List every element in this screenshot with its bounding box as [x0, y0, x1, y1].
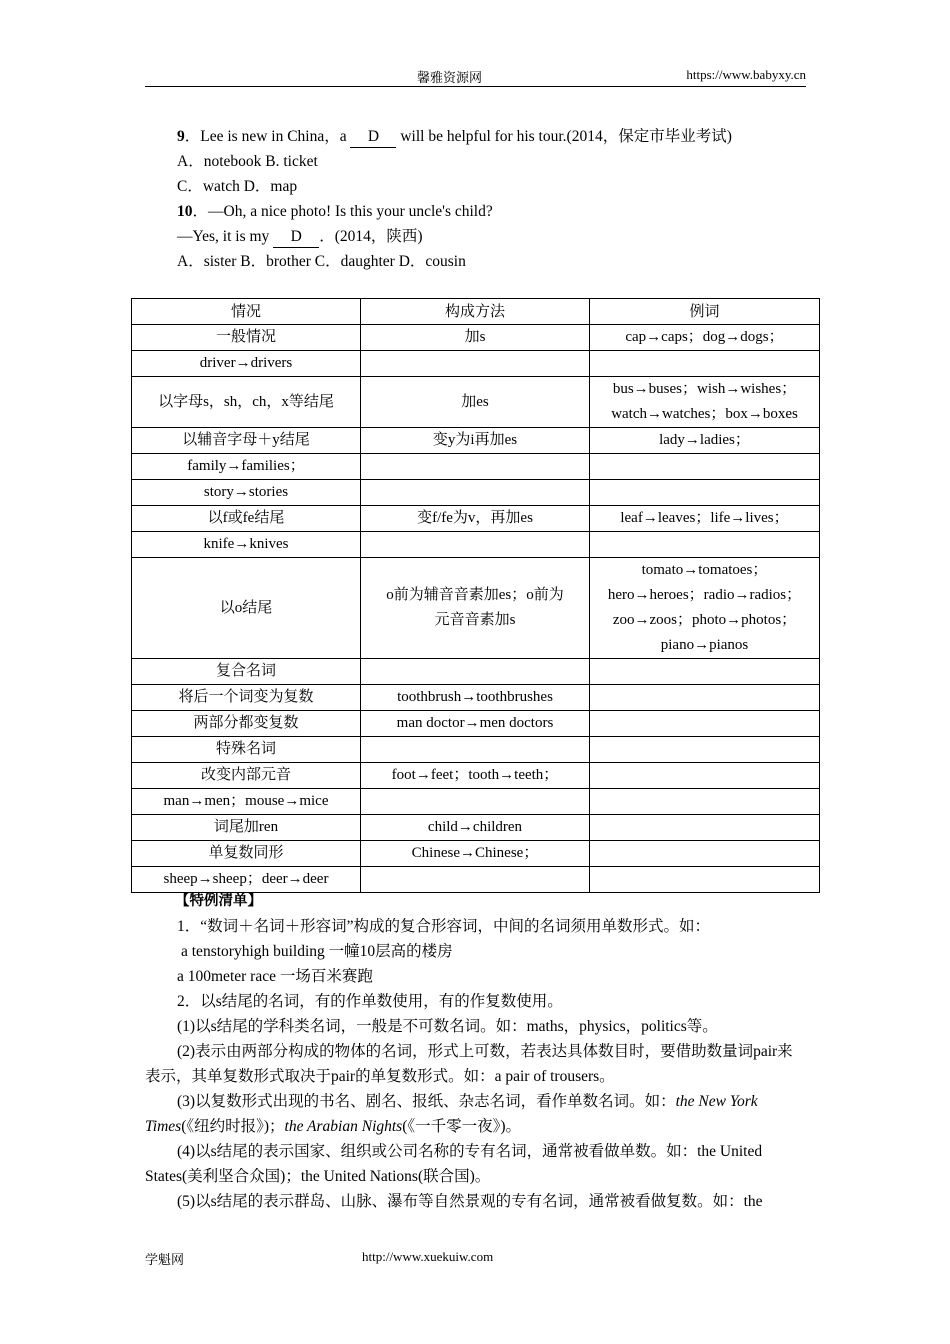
- table-cell: 以f或fe结尾: [132, 506, 361, 532]
- table-cell: 以o结尾: [132, 558, 361, 659]
- table-row: [132, 454, 820, 480]
- table-cell: [590, 659, 820, 685]
- table-cell: 将后一个词变为复数: [132, 685, 361, 711]
- table-cell: [361, 351, 590, 377]
- table-cell: toothbrush→toothbrushes: [361, 685, 590, 711]
- note-example: a 100meter race 一场百米赛跑: [177, 968, 373, 985]
- table-cell: 加es: [361, 377, 590, 428]
- table-cell: driver→drivers: [132, 351, 361, 377]
- table-cell: [361, 659, 590, 685]
- table-row: [132, 506, 820, 532]
- table-cell: 变y为i再加es: [361, 428, 590, 454]
- table-cell: child→children: [361, 815, 590, 841]
- table-cell: bus→buses；wish→wishes； watch→watches；box→boxes: [590, 377, 820, 428]
- table-row: [132, 325, 820, 351]
- table-cell: family→families；: [132, 454, 361, 480]
- table-header-row: [132, 299, 820, 325]
- table-cell: man doctor→men doctors: [361, 711, 590, 737]
- question-text: ．Lee is new in China，a: [184, 128, 351, 145]
- table-cell: sheep→sheep；deer→deer: [132, 867, 361, 893]
- note-title-italic: the New York Times: [145, 1093, 758, 1135]
- table-row: [132, 532, 820, 558]
- header-site-name: 馨雅资源网: [417, 70, 483, 85]
- table-cell: story→stories: [132, 480, 361, 506]
- table-cell: [590, 789, 820, 815]
- question-number: 10: [177, 203, 193, 220]
- note-text: (《一千零一夜》)。: [402, 1118, 522, 1135]
- note-subitem: (1)以s结尾的学科类名词，一般是不可数名词。如：maths，physics，politics等。: [177, 1018, 718, 1035]
- table-row: [132, 480, 820, 506]
- table-cell: cap→caps；dog→dogs；: [590, 325, 820, 351]
- question-text: —Yes, it is my: [177, 228, 274, 245]
- note-example: a tenstoryhigh building 一幢10层高的楼房: [181, 943, 453, 960]
- header-url[interactable]: https://www.babyxy.cn: [686, 67, 806, 82]
- question-number: 9: [177, 128, 185, 145]
- page-header: [145, 66, 806, 87]
- table-cell: [590, 532, 820, 558]
- table-header-cell: 例词: [590, 299, 820, 325]
- table-cell: [590, 351, 820, 377]
- note-text: (3)以复数形式出现的书名、剧名、报纸、杂志名词，看作单数名词。如：: [177, 1093, 676, 1110]
- note-paragraph: 2．以s结尾的名词，有的作单数使用，有的作复数使用。: [177, 993, 563, 1010]
- table-cell: 复合名词: [132, 659, 361, 685]
- table-cell: o前为辅音音素加es；o前为 元音音素加s: [361, 558, 590, 659]
- table-row: [132, 685, 820, 711]
- table-cell: [590, 454, 820, 480]
- question-10-options: A．sister B．brother C．daughter D．cousin: [177, 253, 466, 270]
- table-row: [132, 737, 820, 763]
- table-row: [132, 815, 820, 841]
- table-cell: 两部分都变复数: [132, 711, 361, 737]
- table-header-cell: 构成方法: [361, 299, 590, 325]
- footer-url[interactable]: http://www.xuekuiw.com: [362, 1249, 494, 1264]
- table-cell: [361, 480, 590, 506]
- table-row: [132, 711, 820, 737]
- answer-blank: D: [350, 127, 396, 148]
- note-title-italic: the Arabian Nights: [284, 1118, 403, 1135]
- note-paragraph: 1．“数词＋名词＋形容词”构成的复合形容词，中间的名词须用单数形式。如：: [177, 918, 711, 935]
- table-cell: knife→knives: [132, 532, 361, 558]
- table-row: [132, 789, 820, 815]
- table-cell: [590, 711, 820, 737]
- question-text: ．(2014，陕西): [319, 228, 423, 245]
- answer-blank: D: [273, 227, 319, 248]
- question-text: will be helpful for his tour.(2014，保定市毕业考试): [396, 128, 732, 145]
- footer-site-name: 学魁网: [145, 1252, 185, 1267]
- question-9: [177, 127, 732, 148]
- table-cell: [590, 841, 820, 867]
- note-subitem: (5)以s结尾的表示群岛、山脉、瀑布等自然景观的专有名词，通常被看做复数。如：the: [177, 1193, 763, 1210]
- table-cell: [361, 532, 590, 558]
- notes-title: 【特例清单】: [175, 893, 262, 909]
- table-row: [132, 841, 820, 867]
- table-row: [132, 377, 820, 428]
- table-cell: 一般情况: [132, 325, 361, 351]
- table-cell: 以字母s，sh，ch，x等结尾: [132, 377, 361, 428]
- table-cell: [361, 454, 590, 480]
- table-cell: 变f/fe为v，再加es: [361, 506, 590, 532]
- note-subitem: (2)表示由两部分构成的物体的名词，形式上可数，若表达具体数目时，要借助数量词pair来表示，其单复数形式取决于pair的单复数形式。如：a pair of trousers。: [145, 1043, 793, 1085]
- note-text: (《纽约时报》)；: [181, 1118, 285, 1135]
- question-9-options-1: A．notebook B. ticket: [177, 153, 318, 170]
- question-10: [177, 202, 493, 222]
- table-row: [132, 351, 820, 377]
- table-cell: [590, 480, 820, 506]
- table-cell: 加s: [361, 325, 590, 351]
- table-cell: leaf→leaves；life→lives；: [590, 506, 820, 532]
- table-cell: [361, 737, 590, 763]
- note-subitem: (4)以s结尾的表示国家、组织或公司名称的专有名词，通常被看做单数。如：the United States(美利坚合众国)；the United Nations(联合国)。: [145, 1143, 763, 1185]
- table-cell: [361, 789, 590, 815]
- table-cell: lady→ladies；: [590, 428, 820, 454]
- question-text: ．—Oh, a nice photo! Is this your uncle's child?: [192, 203, 493, 220]
- table-cell: man→men；mouse→mice: [132, 789, 361, 815]
- question-9-options-2: C．watch D．map: [177, 178, 298, 195]
- table-cell: 单复数同形: [132, 841, 361, 867]
- table-cell: 特殊名词: [132, 737, 361, 763]
- table-cell: [590, 737, 820, 763]
- table-cell: [590, 815, 820, 841]
- table-cell: Chinese→Chinese；: [361, 841, 590, 867]
- table-cell: 改变内部元音: [132, 763, 361, 789]
- note-subitem: [145, 1089, 807, 1139]
- table-header-cell: 情况: [132, 299, 361, 325]
- table-row: [132, 558, 820, 659]
- table-cell: tomato→tomatoes； hero→heroes；radio→radios； zoo→zoos；photo→photos； piano→pianos: [590, 558, 820, 659]
- question-10-reply: [177, 227, 423, 248]
- table-cell: foot→feet；tooth→teeth；: [361, 763, 590, 789]
- plural-rules-table: [131, 298, 820, 893]
- table-row: [132, 763, 820, 789]
- notes-section: [145, 889, 807, 1214]
- table-row: [132, 428, 820, 454]
- table-row: [132, 659, 820, 685]
- table-cell: [590, 685, 820, 711]
- table-cell: [590, 763, 820, 789]
- table-cell: 词尾加ren: [132, 815, 361, 841]
- table-cell: 以辅音字母＋y结尾: [132, 428, 361, 454]
